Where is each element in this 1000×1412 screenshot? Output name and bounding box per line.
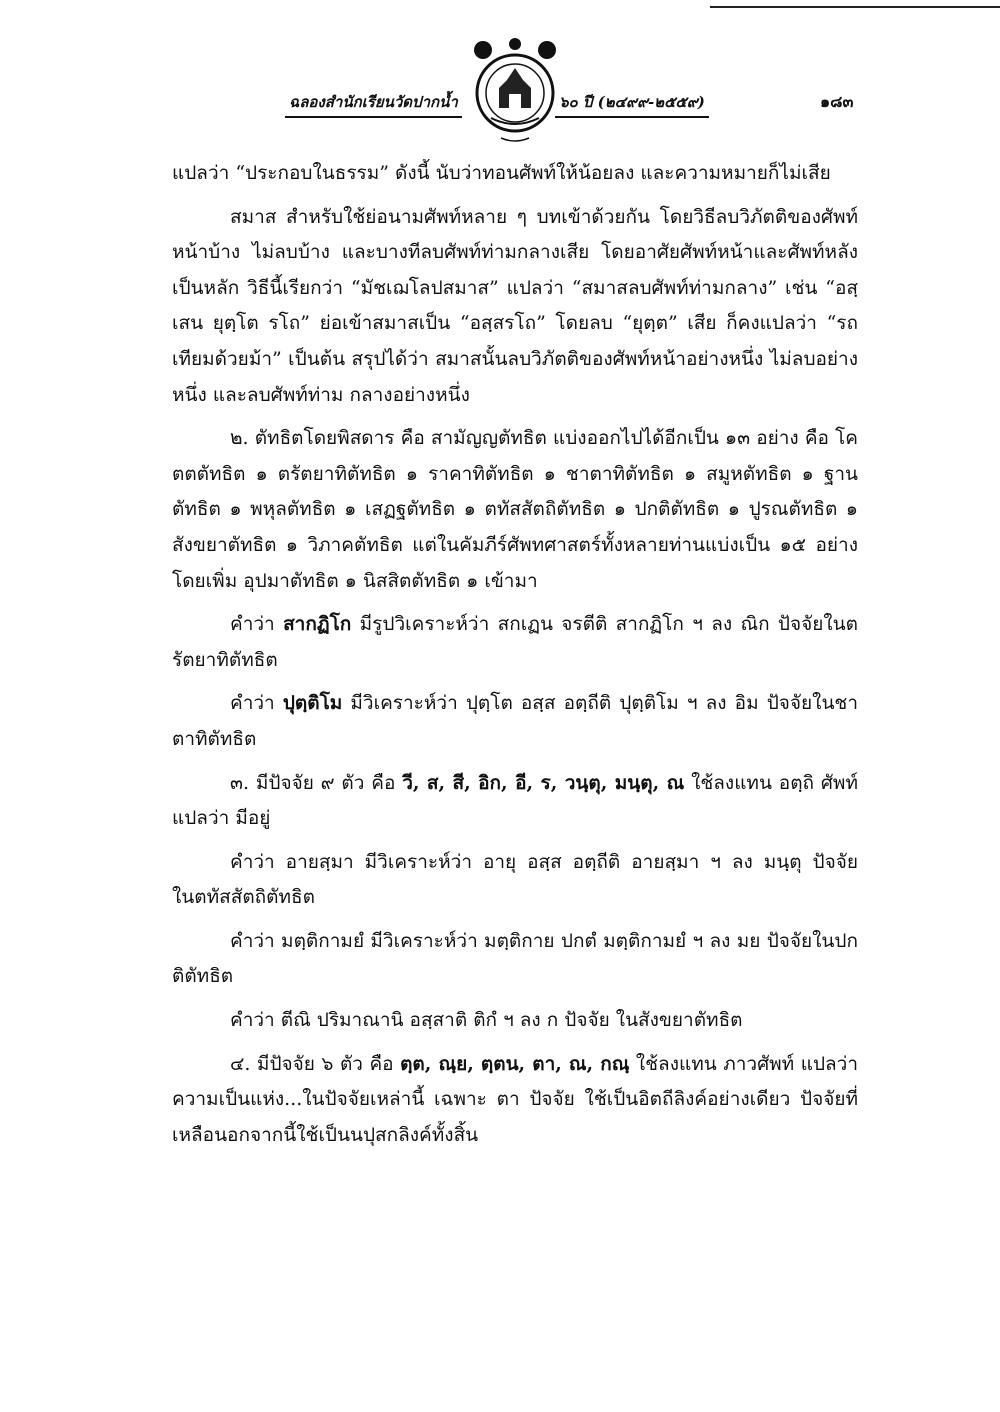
bold-term: วี, ส, สี, อิก, อี, ร, วนฺตุ, มนฺตุ, ณ [402,771,685,794]
bold-term: สากฏิโก [283,613,352,636]
text-run: ๔. มีปัจจัย ๖ ตัว คือ [230,1052,401,1075]
page-number: ๑๘๓ [820,92,854,111]
text-run: แปลว่า “ประกอบในธรรม” ดังนี้ นับว่าทอนศัพท์ให้น้อยลง และความหมายก็ไม่เสีย [172,162,831,184]
text-run: คำว่า ตีณิ ปริมาณานิ อสฺสาติ ติกํ ฯ ลง ก ปัจจัย ในสังขยาตัทธิต [230,1009,743,1032]
text-run: คำว่า มตฺติกามยํ มีวิเคราะห์ว่า มตฺติกาย ปกตํ มตฺติกามยํ ฯ ลง มย ปัจจัยในปกติตัทธิต [172,929,858,988]
paragraph [172,924,858,995]
text-run: ๓. มีปัจจัย ๙ ตัว คือ [230,771,403,794]
body-text [172,156,858,1161]
bold-term: ปุตฺติโม [282,692,343,715]
paragraph [172,845,858,916]
paragraph [172,421,858,599]
header-title-right: ๖๐ ปี (๒๔๙๙-๒๕๕๙) [555,90,709,118]
text-run: มีรูปวิเคราะห์ว่า สกเฏน จรตีติ สากฏิโก ฯ ลง ณิก ปัจจัยในตรัตยาทิตัทธิต [172,613,858,671]
paragraph [172,766,858,837]
header-title-left: ฉลองสำนักเรียนวัดปากน้ำ [285,90,462,118]
text-run: ใช้ลงแทน ภาวศัพท์ แปลว่า ความเป็นแห่ง...ในปัจจัยเหล่านี้ เฉพาะ ตา ปัจจัย ใช้เป็นอิตถีลิงค์อย่างเดียว ปัจจัยที่เหลือนอกจากนี้ใช้เป็นนปุสกลิงค์ทั้งสิ้น [172,1052,858,1146]
text-run: คำว่า [230,692,283,715]
page-header [0,38,1000,158]
corner-line [710,0,1000,8]
text-run: สมาส สำหรับใช้ย่อนามศัพท์หลาย ๆ บทเข้าด้วยกัน โดยวิธีลบวิภัตติของศัพท์หน้าบ้าง ไม่ลบบ้าง และบางทีลบศัพท์ท่ามกลางเสีย โดยอาศัยศัพท์หน้าและศัพท์หลังเป็นหลัก วิธีนี้เรียกว่า “มัชเฌโลปสมาส” แปลว่า “สมาสลบศัพท์ท่ามกลาง” เช่น “อสฺเสน ยุตฺโต รโถ” ย่อเข้าสมาสเป็น “อสฺสรโถ” โดยลบ “ยุตฺต” เสีย ก็คงแปลว่า “รถเทียมด้วยม้า” เป็นต้น สรุปได้ว่า สมาสนั้นลบวิภัตติของศัพท์หน้าอย่างหนึ่ง ไม่ลบอย่างหนึ่ง และลบศัพท์ท่าม กลางอย่างหนึ่ง [172,205,858,406]
bold-term: ตฺต, ณฺย, ตฺตน, ตา, ณ, กณฺ [400,1052,630,1075]
paragraph [172,1003,858,1039]
paragraph [172,686,858,757]
text-run: คำว่า อายสฺมา มีวิเคราะห์ว่า อายุ อสฺส อตฺถีติ อายสฺมา ฯ ลง มนฺตุ ปัจจัยในตทัสสัตถิตัทธิต [172,850,858,909]
paragraph [172,156,858,192]
text-run: ๒. ตัทธิตโดยพิสดาร คือ สามัญญตัทธิต แบ่งออกไปได้อีกเป็น ๑๓ อย่าง คือ โคตตตัทธิต ๑ ตรัตยาทิตัทธิต ๑ ราคาทิตัทธิต ๑ ชาตาทิตัทธิต ๑ สมูหตัทธิต ๑ ฐานตัทธิต ๑ พหุลตัทธิต ๑ เสฏฐตัทธิต ๑ ตทัสสัตถิตัทธิต ๑ ปกติตัทธิต ๑ ปูรณตัทธิต ๑ สังขยาตัทธิต ๑ วิภาคตัทธิต แต่ในคัมภีร์ศัพทศาสตร์ทั้งหลายท่านแบ่งเป็น ๑๕ อย่าง โดยเพิ่ม อุปมาตัทธิต ๑ นิสสิตตัทธิต ๑ เข้ามา [172,427,858,592]
text-run: คำว่า [230,613,284,636]
paragraph [172,200,858,414]
temple-emblem-icon [465,38,565,148]
text-run: มีวิเคราะห์ว่า ปุตฺโต อสฺส อตฺถีติ ปุตฺติโม ฯ ลง อิม ปัจจัยในชาตาทิตัทธิต [172,692,858,750]
text-run: ใช้ลงแทน อตฺถิ ศัพท์ แปลว่า มีอยู่ [172,771,858,830]
paragraph [172,1047,858,1154]
paragraph [172,607,858,678]
